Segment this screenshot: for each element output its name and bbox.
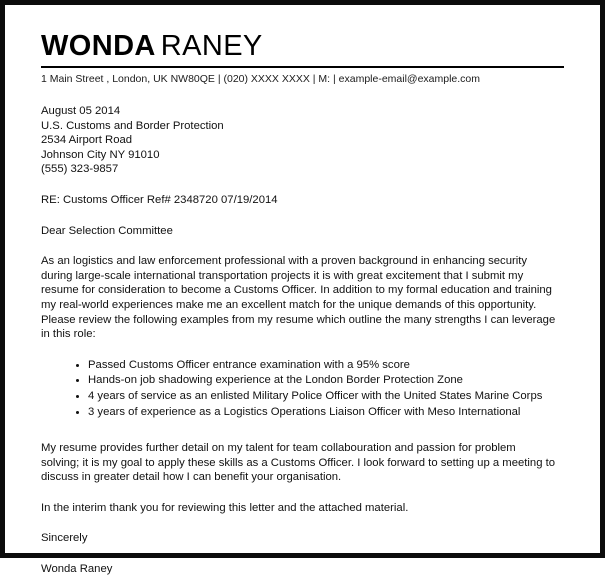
list-item: Passed Customs Officer entrance examination with a 95% score <box>41 358 568 373</box>
list-item: 4 years of service as an enlisted Military Police Officer with the United States Marine Corps <box>41 389 568 404</box>
applicant-last-name: RANEY <box>160 30 263 62</box>
qualifications-list <box>41 358 568 419</box>
closing-paragraph: My resume provides further detail on my talent for team collabouration and passion for problem solving; it is my goal to apply these skills as a Customs Officer. I look forward to setting up a meeting to discuss in greater detail how I can benefit your organisation. <box>41 442 556 484</box>
letterhead-divider <box>41 66 564 68</box>
letter-body <box>41 104 568 577</box>
list-item: 3 years of experience as a Logistics Operations Liaison Officer with Meso International <box>41 405 568 420</box>
letterhead <box>41 31 568 86</box>
letter-date: August 05 2014 <box>41 105 121 117</box>
intro-paragraph: As an logistics and law enforcement professional with a proven background in enhancing security during large-scale international transportation projects it is with great excitement that I submit my resume for consideration to become a Customs Officer. In addition to my formal education and training my real-world experiences make me an excellent match for the unique demands of this opportunity. Please review the following examples from my resume which outline the many strengths I can leverage in this role: <box>41 255 556 341</box>
contact-info-line: 1 Main Street , London, UK NW80QE | (020) XXXX XXXX | M: | example-email@example.com <box>41 73 481 85</box>
applicant-first-name: WONDA <box>41 30 156 62</box>
list-item: Hands-on job shadowing experience at the London Border Protection Zone <box>41 373 568 388</box>
valediction: Sincerely <box>41 532 88 545</box>
salutation: Dear Selection Committee <box>41 224 173 237</box>
recipient-address-block <box>41 104 568 177</box>
signature-name: Wonda Raney <box>41 563 113 576</box>
interim-thanks-line: In the interim thank you for reviewing this letter and the attached material. <box>41 501 409 514</box>
applicant-name <box>41 31 568 62</box>
recipient-phone: (555) 323-9857 <box>41 163 119 176</box>
subject-re-line: RE: Customs Officer Ref# 2348720 07/19/2014 <box>41 193 278 206</box>
recipient-organization: U.S. Customs and Border Protection <box>41 119 224 132</box>
letter-sheet <box>5 5 600 576</box>
recipient-street: 2534 Airport Road <box>41 134 133 147</box>
recipient-city-state-zip: Johnson City NY 91010 <box>41 148 160 161</box>
